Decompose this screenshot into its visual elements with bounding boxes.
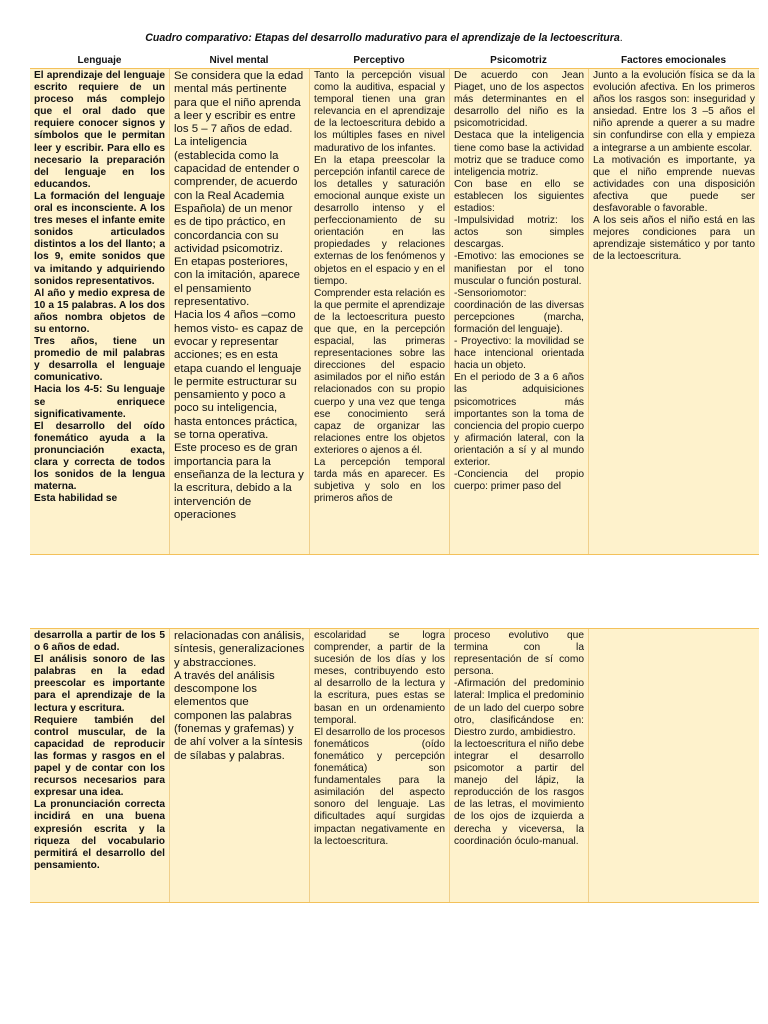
paragraph: En el periodo de 3 a 6 años las adquisiciones psicomotrices más importantes son la toma de conciencia del propio cuerpo y afirmación lateral, con la orientación a sí y al mundo exterior. [454, 372, 584, 468]
cell-factores-emocionales-cont [588, 629, 759, 902]
paragraph: Comprender esta relación es la que permite el aprendizaje de la lectoescritura puesto que que, en la percepción espacial, las primeras representaciones sobre las direcciones del espacio asimilados por el niño están relacionados con su propio cuerpo y una vez que tenga ese conocimiento será capaz de organizar las relaciones entre los objetos exteriores o ajenos a él. [314, 287, 445, 456]
paragraph: A los seis años el niño está en las mejores condiciones para un aprendizaje sistemático y por tanto de la lectoescritura. [593, 215, 755, 263]
paragraph: Este proceso es de gran importancia para la enseñanza de la lectura y la escritura, debido a la intervención de operaciones [174, 442, 304, 521]
cell-factores-emocionales [588, 69, 759, 554]
paragraph: De acuerdo con Jean Piaget, uno de los aspectos más determinantes en el desarrollo del niño es la psicomotricidad. [454, 70, 584, 130]
paragraph: proceso evolutivo que termina con la representación de sí como persona. [454, 630, 584, 678]
paragraph: En la etapa preescolar la percepción infantil carece de los detalles y saturación emocional aunque existe un desarrollo intenso y el perfeccionamiento de su orientación en las propiedades y relaciones externas de los fenómenos y objetos en el espacio y en el tiempo. [314, 154, 445, 287]
paragraph: Destaca que la inteligencia tiene como base la actividad motriz que se traduce como inteligencia motriz. [454, 130, 584, 178]
paragraph: El desarrollo del oído fonemático ayuda a la pronunciación exacta, clara y correcta de todos los sonidos de la lengua materna. [34, 420, 165, 493]
paragraph: Hacia los 4 años –como hemos visto- es capaz de evocar y representar acciones; es en esta etapa cuando el lenguaje le permite estructurar su pensamiento y poco a poco su inteligencia, hasta entonces práctica, se torna operativa. [174, 309, 304, 442]
cell-perceptivo-cont [309, 629, 449, 902]
paragraph: Al año y medio expresa de 10 a 15 palabras. A los dos años nombra objetos de su entorno. [34, 287, 165, 335]
header-nivel-mental: Nivel mental [209, 55, 269, 66]
paragraph: -Impulsividad motriz: los actos son simples descargas. [454, 215, 584, 251]
paragraph: Tanto la percepción visual como la auditiva, espacial y temporal tienen una gran relevancia en el aprendizaje de la lectoescritura debido a los múltiples fases en nivel madurativo de los infantes. [314, 70, 445, 154]
paragraph: La percepción temporal tarda más en aparecer. Es subjetiva y solo en los primeros años de [314, 457, 445, 505]
cell-psicomotriz-cont [449, 629, 588, 902]
paragraph: El desarrollo de los procesos fonemáticos (oído fonemático y percepción fonemática) son fundamentales para la asimilación del aspecto sonoro del lenguaje. Las dificultades aquí surgidas impactan negativamente en la lectoescritura. [314, 726, 445, 847]
paragraph: El análisis sonoro de las palabras en la edad preescolar es importante para el aprendizaje de la lectura y escritura. [34, 654, 165, 714]
paragraph: Se considera que la edad mental más pertinente para que el niño aprenda a leer y escribir es entre los 5 – 7 años de edad. [174, 70, 304, 136]
table-page-2 [30, 628, 759, 903]
header-lenguaje: Lenguaje [77, 55, 122, 66]
header-factores-emocionales: Factores emocionales [620, 55, 727, 66]
table-header-row [30, 55, 759, 68]
paragraph: - Proyectivo: la movilidad se hace intencional orientada hacia un objeto. [454, 336, 584, 372]
paragraph: La inteligencia (establecida como la capacidad de entender o comprender, de acuerdo con la Real Academia Española) de un menor es de tipo práctico, en concordancia con su actividad psicomotriz. [174, 136, 300, 255]
cell-nivel-mental [169, 69, 309, 554]
cell-psicomotriz [449, 69, 588, 554]
paragraph: La motivación es importante, ya que el niño emprende nuevas actividades con una disposición afectiva que puede ser desfavorable o favorable. [593, 154, 755, 215]
paragraph: -Sensoriomotor: coordinación de las diversas percepciones (marcha, formación del lenguaje). [454, 287, 584, 335]
cell-lenguaje-cont [30, 629, 169, 902]
paragraph: desarrolla a partir de los 5 o 6 años de edad. [34, 630, 165, 654]
paragraph: la lectoescritura el niño debe integrar el desarrollo psicomotor a partir del manejo del lápiz, la reproducción de los rasgos de las letras, el movimiento de los ojos de izquierda a derecha y viceversa, la coordinación óculo-manual. [454, 738, 584, 847]
paragraph: -Emotivo: las emociones se manifiestan por el tono muscular o función postural. [454, 251, 584, 287]
paragraph: escolaridad se logra comprender, a partir de la sucesión de los días y los meses, contribuyendo esto al desarrollo de la lectura y la escritura, pues estas se basan en un ordenamiento temporal. [314, 630, 445, 726]
paragraph: -Conciencia del propio cuerpo: primer paso del [454, 469, 584, 493]
paragraph: A través del análisis descompone los elementos que componen las palabras (fonemas y grafemas) y de ahí volver a la síntesis de sílabas y palabras. [174, 669, 303, 762]
paragraph: El aprendizaje del lenguaje escrito requiere de un proceso más complejo que el oral dado que requiere conocer signos y símbolos que le permitan leer y escribir. Para ello es necesario la preparación del lenguaje en los educandos. [34, 70, 165, 190]
paragraph: Tres años, tiene un promedio de mil palabras y desarrolla el lenguaje comunicativo. [34, 336, 165, 384]
paragraph: Junto a la evolución física se da la evolución afectiva. En los primeros años los rasgos son: inseguridad y ansiedad. Entre los 3 –5 años el niño aprende a querer a su madre sin confundirse con ella y empieza a integrarse a un ambiente escolar. [593, 70, 755, 154]
paragraph: Hacia los 4-5: Su lenguaje se enriquece significativamente. [34, 384, 165, 420]
paragraph: La formación del lenguaje oral es inconsciente. A los tres meses el infante emite sonidos articulados distintos a los del llanto; a los 9, emite sonidos que va imitando y adquiriendo sonidos representativos. [34, 190, 165, 287]
cell-nivel-mental-cont [169, 629, 309, 902]
header-psicomotriz: Psicomotriz [490, 55, 547, 66]
paragraph: -Afirmación del predominio lateral: Implica el predominio de un lado del cuerpo sobre otro, clasificándose en: Diestro zurdo, ambidiestro. [454, 678, 584, 738]
document-title: Cuadro comparativo: Etapas del desarrollo madurativo para el aprendizaje de la lectoescritura. [145, 32, 623, 44]
paragraph: En etapas posteriores, con la imitación, aparece el pensamiento representativo. [174, 256, 300, 309]
header-perceptivo: Perceptivo [353, 55, 405, 66]
cell-perceptivo [309, 69, 449, 554]
paragraph: La pronunciación correcta incidirá en una buena expresión escrita y la riqueza del vocabulario permitirá el desarrollo del pensamiento. [34, 799, 165, 871]
paragraph: Esta habilidad se [34, 493, 118, 505]
table-page-1 [30, 68, 759, 555]
cell-lenguaje [30, 69, 169, 554]
paragraph: relacionadas con análisis, síntesis, generalizaciones y abstracciones. [174, 630, 305, 669]
paragraph: Requiere también del control muscular, de la capacidad de reproducir las formas y rasgos en el papel y de contar con los recursos necesarios para expresar una idea. [34, 714, 165, 799]
paragraph: Con base en ello se establecen los siguientes estadios: [454, 178, 584, 215]
